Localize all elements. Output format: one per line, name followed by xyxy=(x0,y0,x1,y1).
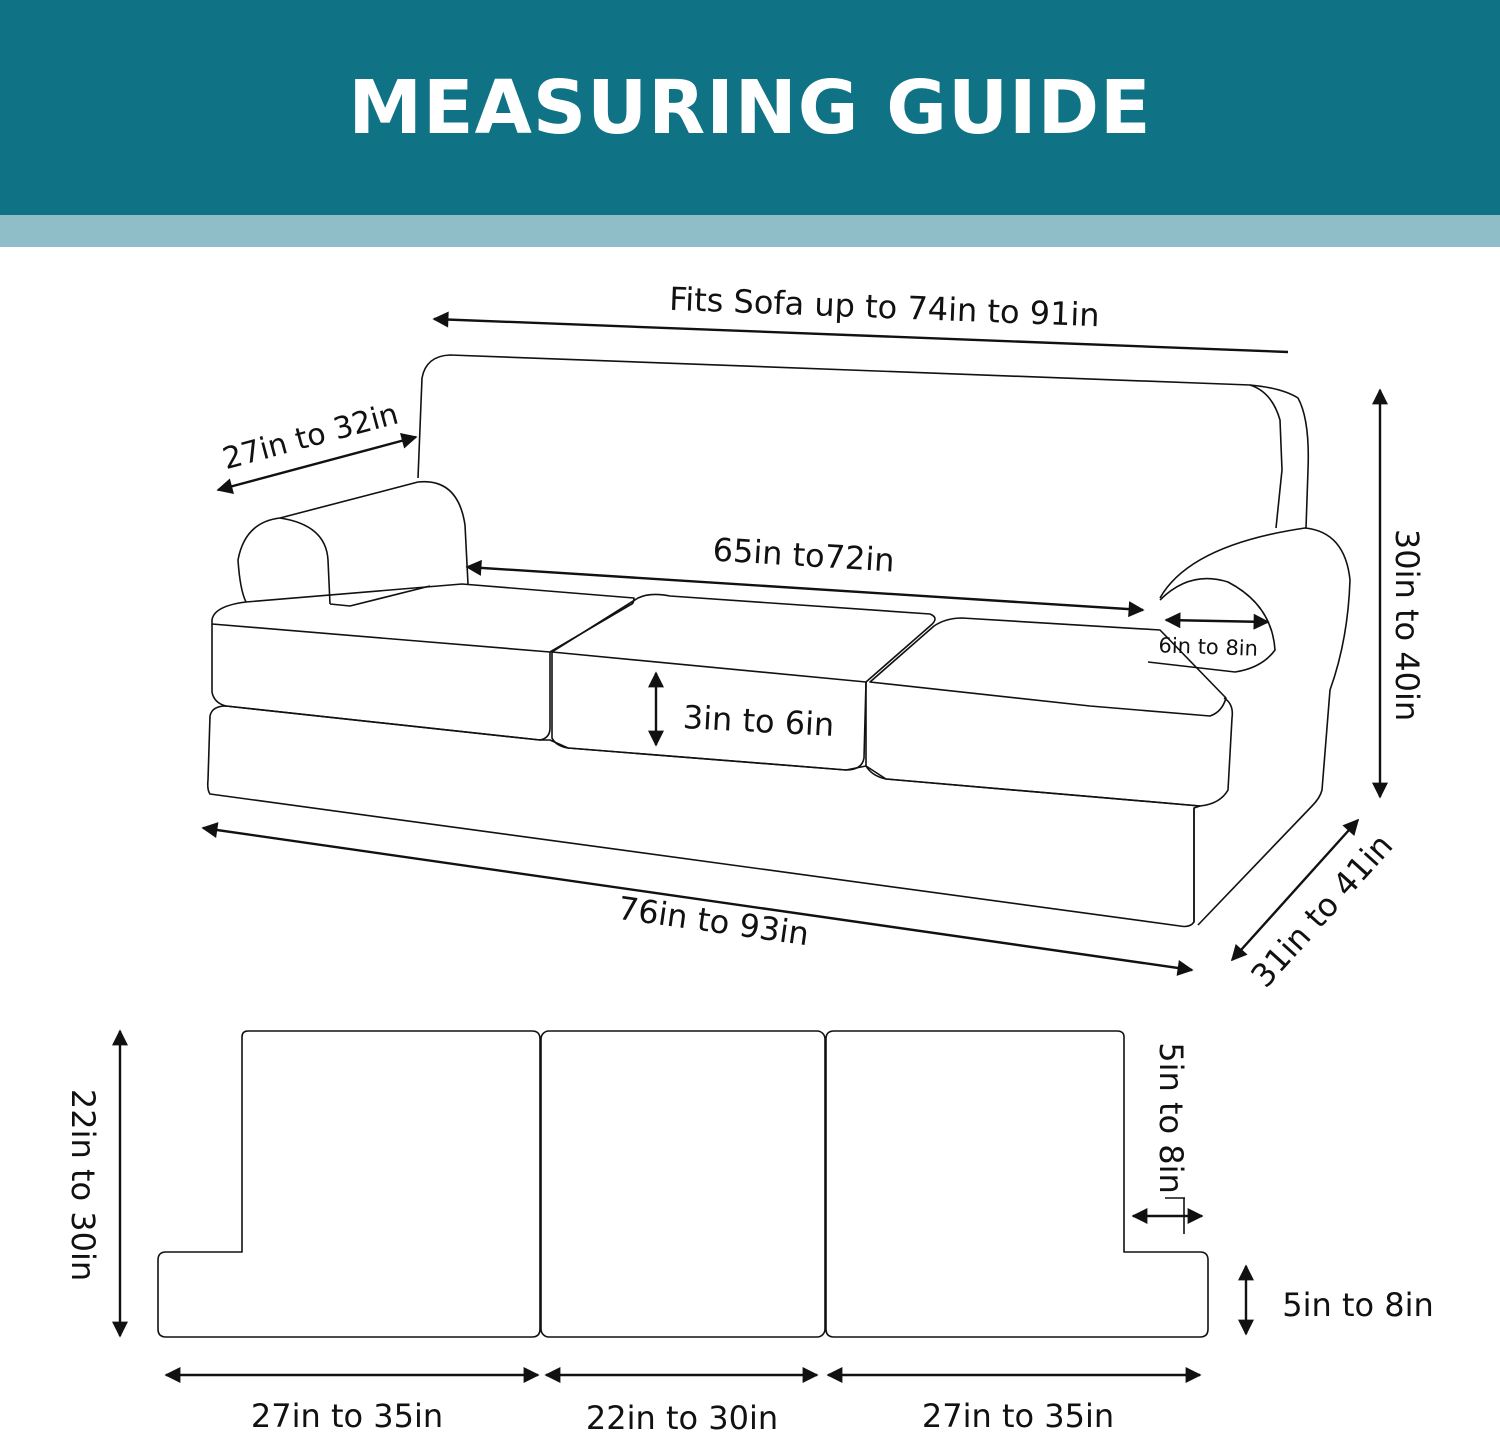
label-height: 30in to 40in xyxy=(1388,528,1426,722)
label-cushion-height: 22in to 30in xyxy=(64,1088,102,1282)
cushion-right xyxy=(826,1031,1208,1337)
label-depth: 31in to 41in xyxy=(1243,826,1401,995)
sofa-right-arm xyxy=(1160,528,1350,925)
sofa-base xyxy=(208,706,1200,927)
label-arm-top: 27in to 32in xyxy=(218,396,403,478)
cushion-middle xyxy=(541,1031,825,1337)
label-cushion-width-left: 27in to 35in xyxy=(250,1397,444,1434)
sofa-seat-cushion-mid xyxy=(552,594,935,682)
label-cushion-back-thickness: 5in to 8in xyxy=(1152,1042,1190,1194)
label-cushion-front-thickness: 5in to 8in xyxy=(1282,1286,1434,1324)
sofa-left-arm xyxy=(280,482,468,584)
label-overall-top: Fits Sofa up to 74in to 91in xyxy=(668,279,1101,335)
label-cushion-width-mid: 22in to 30in xyxy=(585,1399,779,1434)
arm-width-arrow xyxy=(1166,620,1268,622)
page-title: MEASURING GUIDE xyxy=(348,64,1152,151)
label-cushion-thickness: 3in to 6in xyxy=(681,698,836,744)
sofa-backrest-side xyxy=(1250,385,1282,528)
sofa-seat-cushion-left xyxy=(212,584,634,652)
cushion-left xyxy=(158,1031,540,1337)
label-seat-width: 65in to72in xyxy=(711,530,896,580)
sofa-left-arm-roll xyxy=(238,518,280,602)
label-arm-width: 6in to 8in xyxy=(1158,633,1259,661)
label-cushion-width-right: 27in to 35in xyxy=(921,1397,1115,1434)
cushion-dimension-arrows xyxy=(120,1031,1246,1375)
sofa-backrest xyxy=(418,355,1308,528)
cushion-set-outline xyxy=(158,1031,1208,1337)
label-overall-bottom: 76in to 93in xyxy=(615,888,812,954)
